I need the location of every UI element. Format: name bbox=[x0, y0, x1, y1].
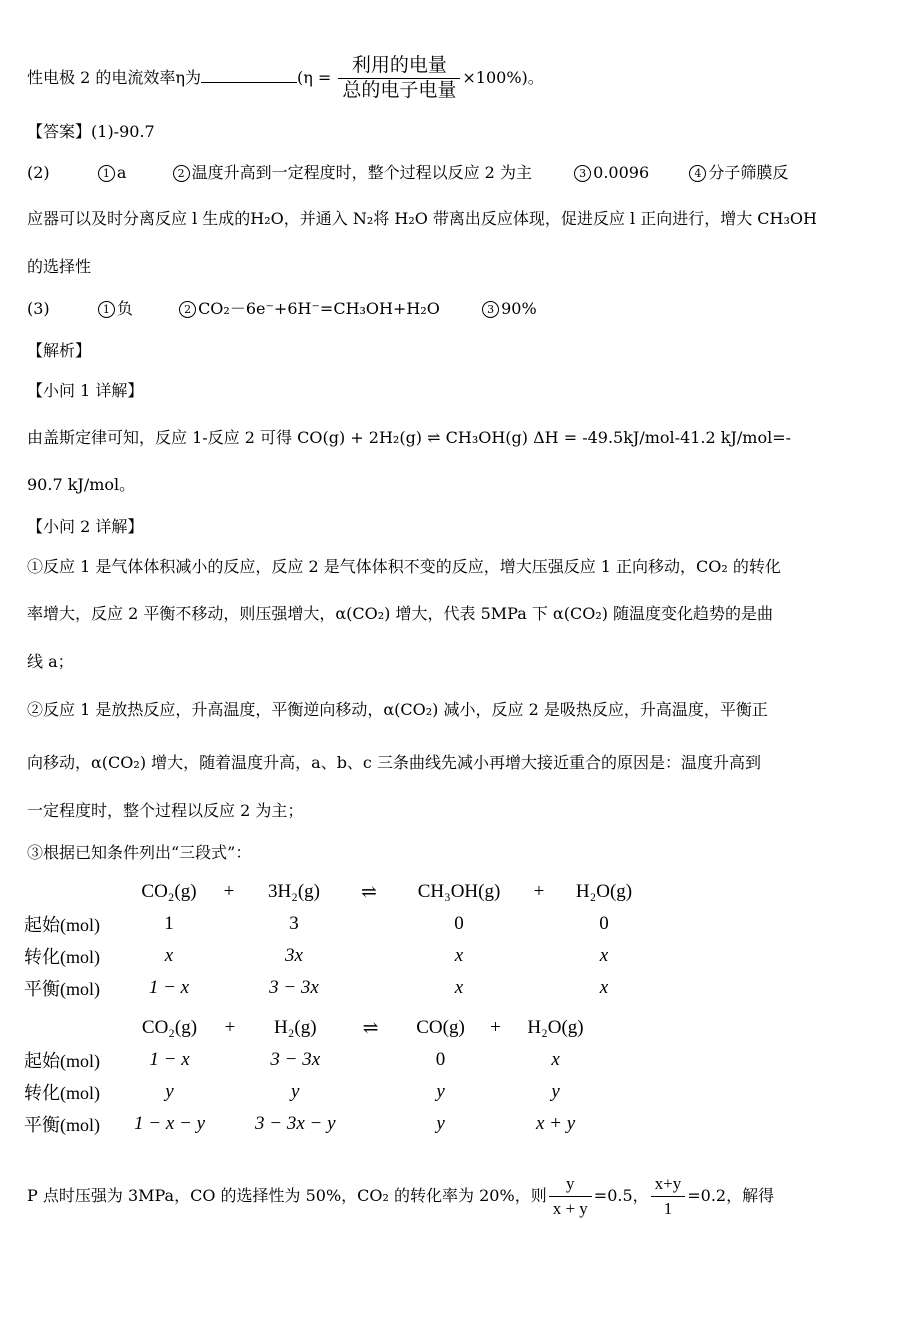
answer-2-item-2: 温度升高到一定程度时，整个过程以反应 2 为主 bbox=[191, 163, 532, 182]
answer-2-item-3: 0.0096 bbox=[593, 163, 650, 182]
analysis-tag: 【解析】 bbox=[27, 341, 92, 360]
table-row bbox=[24, 1108, 596, 1140]
table-row bbox=[24, 972, 644, 1004]
cell: 1 − x bbox=[149, 1049, 190, 1070]
table2-h3: ⇌ bbox=[362, 1017, 379, 1039]
answer-part-3-label: (3) bbox=[27, 299, 50, 318]
fraction-1 bbox=[549, 1172, 592, 1221]
table1-h3: ⇌ bbox=[361, 881, 377, 903]
table2-h5: + bbox=[490, 1017, 501, 1038]
answer-3-item-2: CO₂－6e⁻+6H⁻=CH₃OH+H₂O bbox=[198, 299, 440, 318]
cell: x bbox=[599, 977, 609, 998]
cell: x bbox=[551, 1049, 560, 1070]
circled-1b: 1 bbox=[98, 301, 115, 318]
efficiency-formula-open: (η = bbox=[296, 68, 337, 87]
fraction-2-num: x+y bbox=[651, 1172, 686, 1197]
answer-line-2 bbox=[27, 162, 788, 184]
table1-header-row bbox=[24, 876, 644, 908]
table2-h6: H₂O(g) bbox=[527, 1017, 584, 1038]
efficiency-prefix: 性电极 2 的电流效率η为 bbox=[27, 68, 201, 87]
cell: 1 − x bbox=[148, 977, 190, 998]
cell: y bbox=[436, 1081, 445, 1102]
q1-title: 【小问 1 详解】 bbox=[27, 381, 144, 400]
answer-2-item-1: a bbox=[116, 163, 127, 182]
table1-h4: CH₃OH(g) bbox=[417, 881, 501, 902]
q2-p2-line-3: 一定程度时，整个过程以反应 2 为主； bbox=[27, 801, 304, 820]
efficiency-numerator: 利用的电量 bbox=[338, 54, 460, 79]
table1-h5: + bbox=[533, 881, 545, 902]
table-row bbox=[24, 908, 644, 940]
circled-3b: 3 bbox=[482, 301, 499, 318]
cell: x bbox=[454, 945, 464, 966]
circled-2: 2 bbox=[173, 165, 190, 182]
row-label: 平衡(mol) bbox=[24, 979, 100, 999]
efficiency-formula-close: ×100%)。 bbox=[462, 68, 544, 87]
answer-part-2-label: (2) bbox=[27, 163, 50, 182]
three-step-table-2 bbox=[24, 1012, 596, 1140]
cell: x bbox=[454, 977, 464, 998]
table1-h2: 3H₂(g) bbox=[268, 881, 320, 902]
last-line bbox=[27, 1172, 774, 1221]
fraction-2-den: 1 bbox=[663, 1199, 673, 1218]
q2-p1-line-1: ①反应 1 是气体体积减小的反应，反应 2 是气体体积不变的反应，增大压强反应 1 正向移动，CO₂ 的转化 bbox=[27, 557, 781, 576]
answer-3-item-3: 90% bbox=[501, 299, 537, 318]
circled-1: 1 bbox=[98, 165, 115, 182]
row-label: 起始(mol) bbox=[24, 1051, 100, 1071]
cell: 3 − 3x bbox=[269, 977, 319, 998]
row-label: 转化(mol) bbox=[24, 947, 100, 967]
answer-line-5 bbox=[27, 298, 537, 320]
last-line-mid-2: =0.2，解得 bbox=[687, 1186, 775, 1205]
circled-4: 4 bbox=[689, 165, 706, 182]
cell: y bbox=[551, 1081, 560, 1102]
table2-header-row bbox=[24, 1012, 596, 1044]
cell: y bbox=[436, 1113, 445, 1134]
cell: 1 bbox=[164, 913, 174, 934]
table1-h0: CO₂(g) bbox=[141, 881, 197, 902]
cell: y bbox=[165, 1081, 174, 1102]
row-label: 平衡(mol) bbox=[24, 1115, 100, 1135]
q2-p2-line-1: ②反应 1 是放热反应，升高温度，平衡逆向移动，α(CO₂) 减小，反应 2 是吸热反应，升高温度，平衡正 bbox=[27, 700, 768, 719]
table2-h2: H₂(g) bbox=[274, 1017, 317, 1038]
answer-line-3: 应器可以及时分离反应 l 生成的H₂O，并通入 N₂将 H₂O 带离出反应体现，促进反应 l 正向进行，增大 CH₃OH bbox=[27, 209, 817, 228]
q2-p2-line-2: 向移动，α(CO₂) 增大，随着温度升高，a、b、c 三条曲线先减小再增大接近重合的原因是：温度升高到 bbox=[27, 753, 761, 772]
answer-tag: 【答案】 bbox=[27, 122, 92, 141]
cell: x + y bbox=[535, 1113, 576, 1134]
answer-2-item-4: 分子筛膜反 bbox=[708, 163, 789, 182]
cell: 3x bbox=[285, 945, 303, 966]
cell: y bbox=[291, 1081, 300, 1102]
table2-h0: CO₂(g) bbox=[141, 1017, 198, 1038]
cell: 0 bbox=[599, 913, 609, 934]
q2-p1-line-3: 线 a； bbox=[27, 652, 74, 671]
table-row bbox=[24, 1076, 596, 1108]
efficiency-denominator: 总的电子电量 bbox=[342, 80, 457, 101]
table1-h6: H₂O(g) bbox=[575, 881, 633, 902]
answer-part-1: (1)-90.7 bbox=[91, 122, 155, 141]
answer-3-item-1: 负 bbox=[116, 299, 133, 318]
cell: 0 bbox=[454, 913, 464, 934]
last-line-prefix: P 点时压强为 3MPa，CO 的选择性为 50%，CO₂ 的转化率为 20%，则 bbox=[27, 1186, 547, 1205]
table1-h1: + bbox=[223, 881, 235, 902]
answer-blank bbox=[201, 66, 297, 83]
table2-h1: + bbox=[224, 1017, 236, 1038]
cell: 3 − 3x − y bbox=[255, 1113, 336, 1134]
efficiency-line bbox=[27, 54, 544, 103]
fraction-2 bbox=[651, 1172, 686, 1221]
three-step-table-1 bbox=[24, 876, 644, 1004]
cell: 3 − 3x bbox=[270, 1049, 321, 1070]
fraction-1-num: y bbox=[549, 1172, 592, 1197]
fraction-1-den: x + y bbox=[552, 1199, 588, 1218]
cell: 3 bbox=[289, 913, 299, 934]
row-label: 起始(mol) bbox=[24, 915, 100, 935]
cell: 1 − x − y bbox=[134, 1113, 206, 1134]
answer-line-1 bbox=[27, 121, 155, 143]
q2-title: 【小问 2 详解】 bbox=[27, 517, 144, 536]
row-label: 转化(mol) bbox=[24, 1083, 100, 1103]
efficiency-fraction bbox=[338, 54, 460, 103]
q2-p1-line-2: 率增大，反应 2 平衡不移动，则压强增大，α(CO₂) 增大，代表 5MPa 下 α(CO₂) 随温度变化趋势的是曲 bbox=[27, 604, 774, 623]
q1-line-2: 90.7 kJ/mol。 bbox=[27, 475, 136, 494]
circled-2b: 2 bbox=[179, 301, 196, 318]
table2-h4: CO(g) bbox=[416, 1017, 465, 1038]
circled-3: 3 bbox=[574, 165, 591, 182]
last-line-mid-1: =0.5， bbox=[593, 1186, 649, 1205]
answer-line-4: 的选择性 bbox=[27, 257, 92, 276]
q2-p3-line-1: ③根据已知条件列出“三段式”： bbox=[27, 843, 252, 862]
cell: 0 bbox=[435, 1049, 446, 1070]
cell: x bbox=[599, 945, 609, 966]
table-row bbox=[24, 1044, 596, 1076]
table-row bbox=[24, 940, 644, 972]
q1-line-1: 由盖斯定律可知，反应 1-反应 2 可得 CO(g) + 2H₂(g) ⇌ CH₃OH(g) ΔH = -49.5kJ/mol-41.2 kJ/mol=- bbox=[27, 428, 792, 447]
cell: x bbox=[164, 945, 174, 966]
